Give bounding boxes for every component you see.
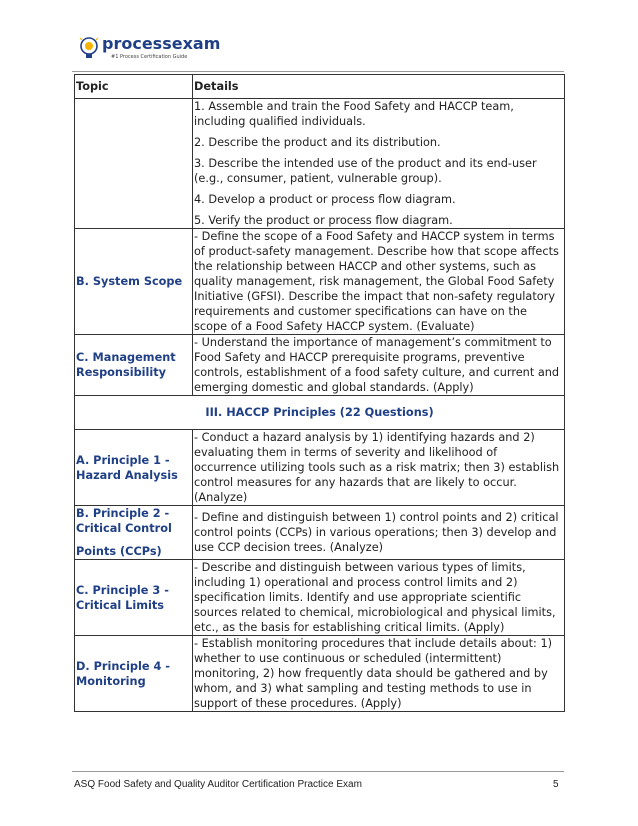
section-heading-row <box>75 396 565 430</box>
row-details <box>193 229 565 335</box>
row-topic-line: Points (CCPs) <box>76 545 162 558</box>
table-row <box>75 506 565 560</box>
table-header-row <box>75 75 565 99</box>
row-details <box>193 506 565 560</box>
detail-item: 2. Describe the product and its distribution. <box>194 136 441 149</box>
footer-divider <box>72 771 564 772</box>
table-row <box>75 99 565 229</box>
row-topic: A. Principle 1 - Hazard Analysis <box>75 430 193 506</box>
section-title: III. HACCP Principles (22 Questions) <box>75 396 565 430</box>
row-topic: C. Management Responsibility <box>75 335 193 396</box>
table-row <box>75 229 565 335</box>
row-topic: D. Principle 4 - Monitoring <box>75 636 193 712</box>
table-row <box>75 636 565 712</box>
logo-wordmark: processexam <box>102 34 221 53</box>
processexam-logo <box>78 34 221 64</box>
row-details <box>193 335 565 396</box>
header-divider <box>72 71 564 72</box>
details-column-header: Details <box>193 75 565 99</box>
topic-column-header: Topic <box>75 75 193 99</box>
row-details <box>193 430 565 506</box>
logo-tagline: #1 Process Certification Guide <box>111 54 188 60</box>
detail-item: 1. Assemble and train the Food Safety and HACCP team, including qualified individuals. <box>194 100 514 128</box>
row-topic <box>75 99 193 229</box>
table-row <box>75 335 565 396</box>
detail-item: - Conduct a hazard analysis by 1) identifying hazards and 2) evaluating them in terms of severity and likelihood of occurrence utilizing tools such as a risk matrix; then 3) establish control measures for any hazards that are likely to occur. (Analyze) <box>194 431 560 504</box>
row-topic: B. System Scope <box>75 229 193 335</box>
detail-item: - Establish monitoring procedures that include details about: 1) whether to use continuous or scheduled (intermittent) monitoring, 2) how frequently data should be gathered and by whom, and 3) what sampling and testing methods to use in support of these procedures. (Apply) <box>194 637 553 710</box>
detail-item: 5. Verify the product or process flow diagram. <box>194 214 453 227</box>
detail-item: - Understand the importance of management’s commitment to Food Safety and HACCP prerequisite programs, preventive controls, establishment of a food safety culture, and current and emerging domestic and global standards. (Apply) <box>194 336 560 394</box>
row-details <box>193 99 565 229</box>
row-topic <box>75 506 193 560</box>
syllabus-table <box>74 74 565 712</box>
lightbulb-icon <box>78 36 100 60</box>
row-details <box>193 636 565 712</box>
detail-item: 3. Describe the intended use of the product and its end-user (e.g., consumer, patient, vulnerable group). <box>194 157 537 185</box>
detail-item: - Define and distinguish between 1) control points and 2) critical control points (CCPs) in various operations; then 3) develop and use CCP decision trees. (Analyze) <box>194 511 559 554</box>
row-details <box>193 560 565 636</box>
row-topic-line: B. Principle 2 - Critical Control <box>76 507 172 535</box>
detail-item: - Describe and distinguish between various types of limits, including 1) operational and process control limits and 2) specification limits. Identify and use appropriate scientific sources related to chemical, microbiological and physical limits, etc., as the basis for establishing critical limits. (Apply) <box>194 561 556 634</box>
table-row <box>75 560 565 636</box>
row-topic: C. Principle 3 - Critical Limits <box>75 560 193 636</box>
detail-item: 4. Develop a product or process flow diagram. <box>194 193 456 206</box>
footer-title: ASQ Food Safety and Quality Auditor Certification Practice Exam <box>74 779 362 790</box>
table-row <box>75 430 565 506</box>
detail-item: - Define the scope of a Food Safety and HACCP system in terms of product-safety management. Describe how that scope affects the relationship between HACCP and other systems, such as quality management, risk management, the Global Food Safety Initiative (GFSI). Describe the impact that non-safety regulatory requirements and customer specifications can have on the scope of a Food Safety HACCP system. (Evaluate) <box>194 230 559 333</box>
page-number: 5 <box>553 779 559 790</box>
